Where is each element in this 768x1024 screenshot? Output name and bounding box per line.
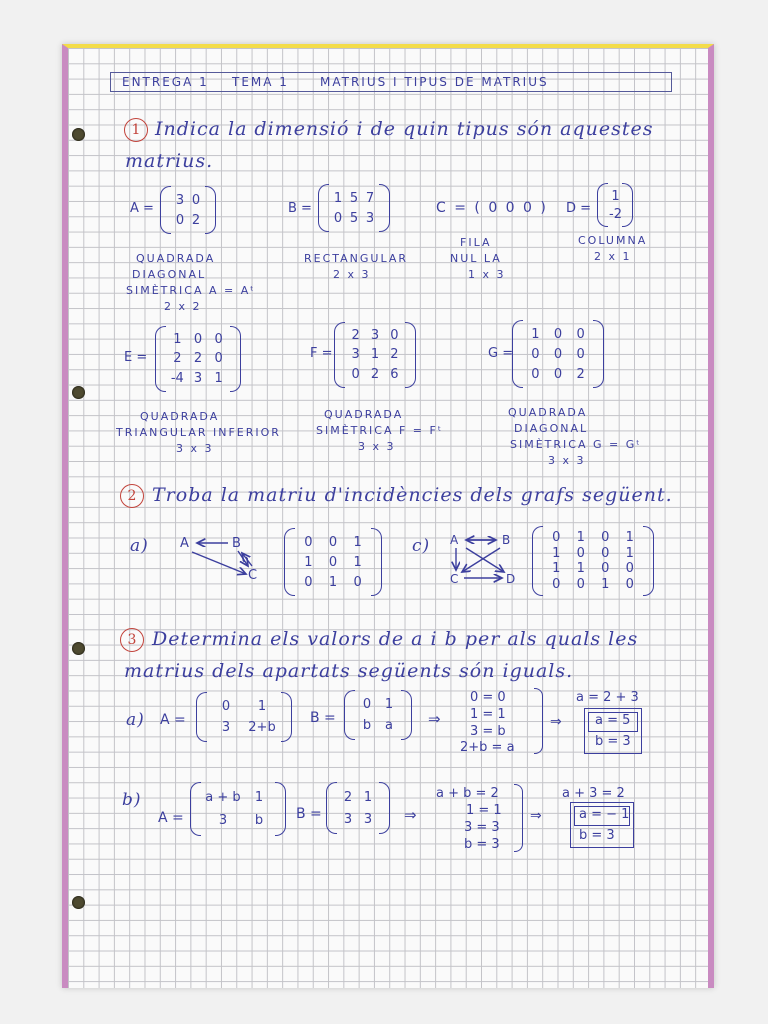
matrix-b-label: B = (288, 201, 312, 216)
eq3b-line: 3 = 3 (464, 820, 500, 835)
section2-number: 2 (120, 484, 144, 508)
matrix-c: C = ( 0 0 0 ) (436, 200, 548, 216)
eq3b-matrix-a-label: A = (158, 810, 184, 826)
eq3a-line: 0 = 0 (470, 690, 506, 705)
section3-a-label: a) (126, 710, 145, 730)
matrix-e: 1 0 0 2 2 0 -4 3 1 (155, 326, 241, 392)
note-b-type: RECTANGULAR (304, 252, 409, 265)
eq3a-result-box (584, 708, 642, 754)
note-a-diagonal: DIAGONAL (132, 268, 207, 281)
note-c-null: NUL LA (450, 252, 502, 265)
matrix-g-label: G = (488, 346, 514, 361)
eq3b-matrix-a: a + b 1 3 b (190, 782, 286, 836)
note-f-dim: 3 x 3 (358, 440, 396, 453)
note-g-type: QUADRADA (508, 406, 588, 419)
incidence-matrix-a: 0 0 1 1 0 1 0 1 0 (284, 528, 382, 596)
eq3b-result-box (570, 802, 634, 848)
note-d-dim: 2 x 1 (594, 250, 632, 263)
graph-c-node-d: D (506, 572, 516, 586)
matrix-a: 3 0 0 2 (160, 186, 216, 234)
graph-a-node-b: B (232, 536, 241, 551)
section3-prompt-cont: matrius dels apartats següents són iguals. (124, 660, 574, 682)
eq3a-matrix-a: 0 1 3 2+b (196, 692, 292, 742)
graph-a-node-a: A (180, 536, 189, 551)
section2-prompt: Troba la matriu d'incidències dels grafs següent. (152, 484, 673, 506)
note-a-symmetric: SIMÈTRICA A = Aᵗ (126, 284, 256, 297)
edge-a-to-d (466, 548, 504, 572)
matrix-e-label: E = (124, 350, 148, 365)
edge-b-to-c (462, 548, 500, 572)
eq3b-implies-arrow: ⇒ (404, 806, 417, 824)
section3-number: 3 (120, 628, 144, 652)
section3-b-label: b) (122, 790, 142, 810)
note-c-type: FILA (460, 236, 492, 249)
eq3a-line: 3 = b (470, 724, 506, 739)
note-a-dim: 2 x 2 (164, 300, 202, 313)
eq3a-brace (534, 688, 543, 754)
incidence-matrix-c: 0 1 0 1 1 0 0 1 1 1 0 0 0 0 1 0 (532, 526, 654, 596)
eq3b-matrix-b-label: B = (296, 806, 322, 822)
eq3a-result-b: b = 3 (595, 734, 631, 749)
graph-c-node-c: C (450, 572, 459, 586)
section1-prompt-cont: matrius. (125, 150, 214, 172)
note-b-dim: 2 x 3 (333, 268, 371, 281)
matrix-b: 1 5 7 0 5 3 (318, 184, 390, 232)
matrix-g: 1 0 0 0 0 0 0 0 2 (512, 320, 604, 388)
eq3a-implies-arrow: ⇒ (428, 710, 441, 728)
note-e-dim: 3 x 3 (176, 442, 214, 455)
eq3b-result-a: a = − 1 (579, 807, 630, 822)
section3-prompt: Determina els valors de a i b per als quals les (152, 628, 639, 650)
note-e-type: QUADRADA (140, 410, 220, 423)
eq3a-matrix-b-label: B = (310, 710, 336, 726)
eq3b-brace (514, 784, 523, 852)
matrix-d-label: D = (566, 201, 592, 216)
eq3a-matrix-b: 0 1 b a (344, 690, 412, 740)
note-f-type: QUADRADA (324, 408, 404, 421)
header-title: MATRIUS I TIPUS DE MATRIUS (320, 75, 549, 89)
eq3b-result-b: b = 3 (579, 828, 615, 843)
note-g-dim: 3 x 3 (548, 454, 586, 467)
note-c-dim: 1 x 3 (468, 268, 506, 281)
note-g-diagonal: DIAGONAL (514, 422, 589, 435)
graph-c-node-b: B (502, 533, 511, 547)
eq3a-line: 1 = 1 (470, 707, 506, 722)
graph-c-node-a: A (450, 533, 459, 547)
eq3a-line: 2+b = a (460, 740, 515, 755)
matrix-a-label: A = (130, 201, 154, 216)
eq3a-result-top: a = 2 + 3 (576, 690, 639, 705)
eq3b-result-top: a + 3 = 2 (562, 786, 625, 801)
note-d-type: COLUMNA (578, 234, 648, 247)
eq3b-matrix-b: 2 1 3 3 (326, 782, 390, 834)
eq3a-result-a: a = 5 (595, 713, 631, 728)
eq3b-line: b = 3 (464, 837, 500, 852)
graph-a-node-c: C (248, 568, 258, 583)
edge-a-to-c (192, 552, 246, 574)
eq3a-implies-arrow-2: ⇒ (550, 714, 562, 730)
section2-c-label: c) (412, 536, 431, 556)
note-g-symmetric: SIMÈTRICA G = Gᵗ (510, 438, 642, 451)
eq3b-line: a + b = 2 (436, 786, 499, 801)
note-a-type: QUADRADA (136, 252, 216, 265)
matrix-f-label: F = (310, 346, 333, 361)
eq3a-matrix-a-label: A = (160, 712, 186, 728)
section2-a-label: a) (130, 536, 149, 556)
matrix-d: 1 -2 (597, 183, 633, 227)
eq3b-implies-arrow-2: ⇒ (530, 808, 542, 824)
header-entrega: ENTREGA 1 (122, 75, 209, 89)
note-f-symmetric: SIMÈTRICA F = Fᵗ (316, 424, 444, 437)
header-tema: TEMA 1 (232, 75, 289, 89)
section1-prompt: Indica la dimensió i de quin tipus són aquestes (155, 118, 654, 140)
eq3b-line: 1 = 1 (466, 803, 502, 818)
matrix-f: 2 3 0 3 1 2 0 2 6 (334, 322, 416, 388)
section1-number: 1 (124, 118, 148, 142)
note-e-triangular: TRIANGULAR INFERIOR (116, 426, 281, 439)
